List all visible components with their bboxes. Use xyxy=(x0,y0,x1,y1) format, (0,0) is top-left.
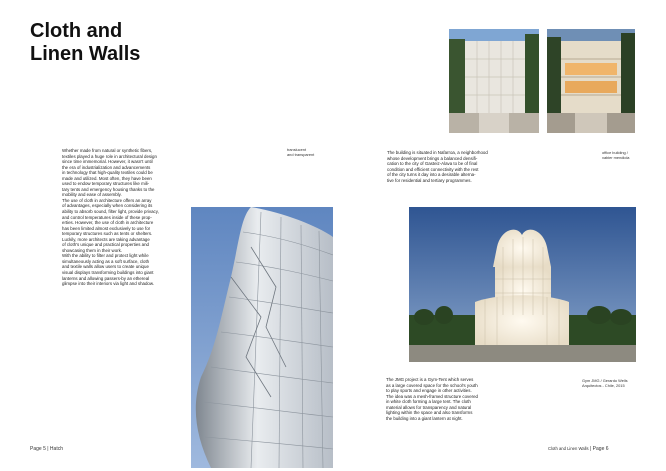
cloth-facade-photo xyxy=(191,207,333,468)
footer-right xyxy=(548,446,609,452)
caption-office-building: office building / xabier mendiola xyxy=(602,150,630,160)
footer-section-label: Cloth and Linen Walls xyxy=(548,446,589,451)
page-title xyxy=(30,20,140,66)
footer-page-number: | Page 6 xyxy=(589,446,609,452)
building-photo-dusk xyxy=(547,29,635,133)
building-photo-day xyxy=(449,29,539,133)
intro-text-box xyxy=(56,143,191,320)
nafarroa-paragraph: The building is situated in Nafarroa, a neighborhood whose development brings a balanced densifi- cation to the city of Gasteiz-Alava to be of final condition and efficient connectivity with the rest of the city turns it day into a desirable alterna- tive for residential and tertiary programmes. xyxy=(387,150,488,183)
jmg-paragraph: The JMG project is a Gym-Tent which serves as a large covered space for the school's youth to play sports and engage in other activities. The idea was a mesh-framed structure covered in white cloth forming a large tent. The cloth material allows for transparency and natural lighting within the space and also transforms the building into a giant lantern at night. xyxy=(386,377,478,421)
title-line-1: Cloth and xyxy=(30,20,123,42)
footer-left: Page 5 | Hatch xyxy=(30,446,63,452)
intro-paragraph: Whether made from natural or synthetic fibers, textiles played a huge role in architectural design since time immemorial. However, it wasn't until the era of industrialization and advancements in technology that high-quality textiles could be made and utilized. Most often, they have been used to endow temporary structures like mili- tary tents and emergency housing thanks to the mobility and ease of assembly. The use of cloth in architecture offers an array of advantages, especially when considering its ability to absorb sound, filter light, provide privacy, and control temperatures inside of these prop- erties. However, the use of cloth in architecture has been limited almost exclusively to use for temporary structures such as tents or shelters. Luckily, more architects are taking advantage of cloth's unique and practical properties and showcasing them in their work. With the ability to filter and protect light while simultaneously acting as a soft surface, cloth and textile walls allow users to create unique visual displays transforming buildings into giant lanterns and allowing passers-by an ethereal glimpse into their interiors via light and shadow. xyxy=(62,148,159,287)
caption-translucent: translucent and transparent xyxy=(287,147,315,157)
caption-gym-jmg: Gym JMG / Gerardo Wells Arquitectos - Chile, 2015 xyxy=(582,378,628,388)
gym-tent-photo xyxy=(409,207,636,362)
title-line-2: Linen Walls xyxy=(30,43,141,65)
